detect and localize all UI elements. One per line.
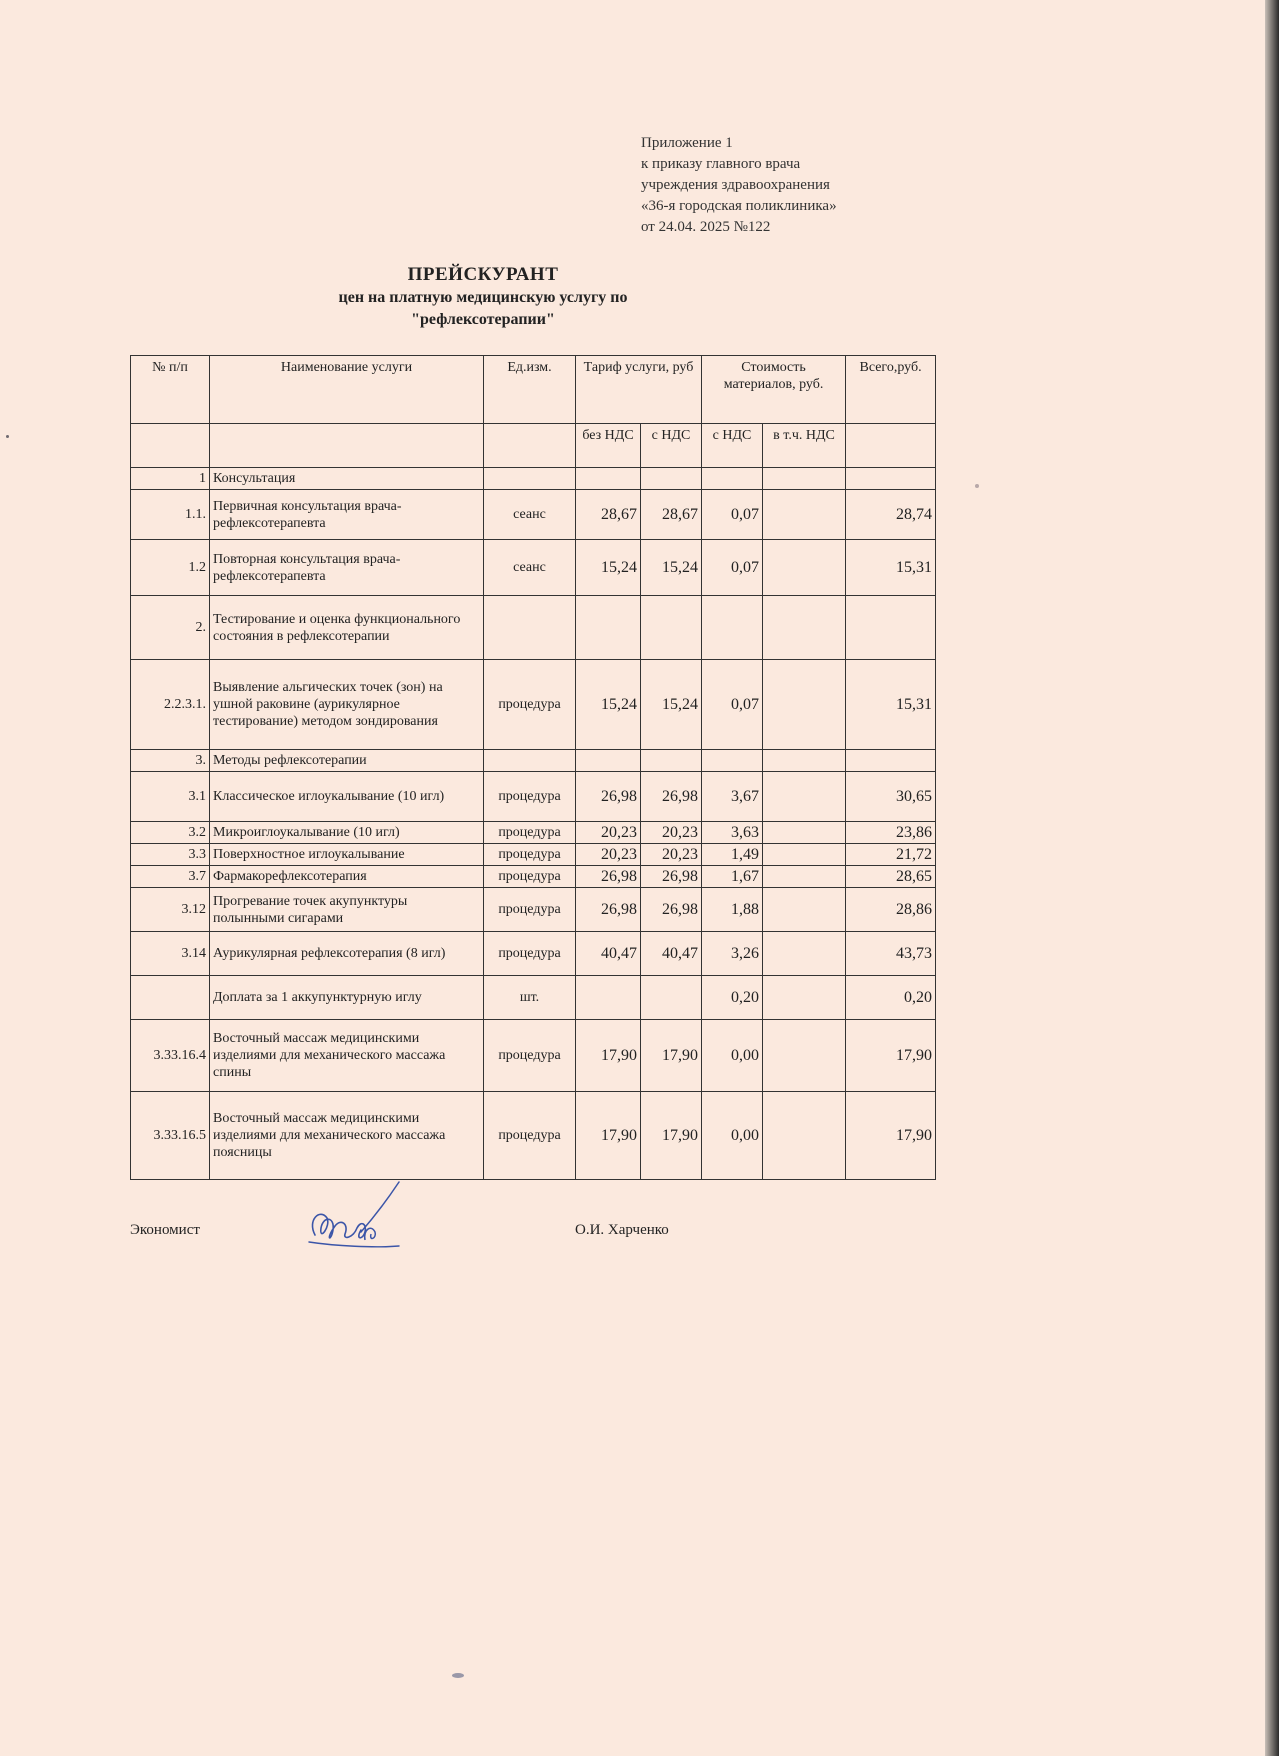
service-name: Аурикулярная рефлексотерапия (8 игл) bbox=[210, 932, 484, 976]
unit-of-measure: шт. bbox=[484, 976, 576, 1020]
subheader-row bbox=[131, 424, 936, 468]
tariff-with-vat: 17,90 bbox=[641, 1020, 702, 1092]
materials-incl-vat bbox=[763, 976, 846, 1020]
total-price: 21,72 bbox=[846, 844, 936, 866]
materials-with-vat: 0,07 bbox=[702, 490, 763, 540]
tariff-without-vat: 20,23 bbox=[576, 844, 641, 866]
materials-with-vat: 3,26 bbox=[702, 932, 763, 976]
tariff-without-vat bbox=[576, 468, 641, 490]
row-number: 3.3 bbox=[131, 844, 210, 866]
service-name: Восточный массаж медицинскими изделиями для механического массажа спины bbox=[210, 1020, 484, 1092]
total-price: 28,65 bbox=[846, 866, 936, 888]
scan-speck bbox=[452, 1673, 464, 1678]
subheader-materials-incl-vat: в т.ч. НДС bbox=[763, 424, 846, 468]
total-price: 30,65 bbox=[846, 772, 936, 822]
materials-with-vat: 0,00 bbox=[702, 1092, 763, 1180]
document-title bbox=[283, 263, 683, 331]
tariff-without-vat: 15,24 bbox=[576, 660, 641, 750]
table-row bbox=[131, 490, 936, 540]
header-total: Всего,руб. bbox=[846, 356, 936, 424]
tariff-without-vat: 17,90 bbox=[576, 1020, 641, 1092]
materials-incl-vat bbox=[763, 772, 846, 822]
scan-edge-shadow bbox=[1265, 0, 1279, 1756]
materials-with-vat: 3,67 bbox=[702, 772, 763, 822]
tariff-without-vat: 26,98 bbox=[576, 888, 641, 932]
tariff-with-vat bbox=[641, 976, 702, 1020]
tariff-without-vat bbox=[576, 596, 641, 660]
tariff-with-vat bbox=[641, 596, 702, 660]
tariff-without-vat: 20,23 bbox=[576, 822, 641, 844]
subheader-empty bbox=[484, 424, 576, 468]
total-price: 43,73 bbox=[846, 932, 936, 976]
materials-incl-vat bbox=[763, 1092, 846, 1180]
materials-incl-vat bbox=[763, 822, 846, 844]
tariff-with-vat: 15,24 bbox=[641, 660, 702, 750]
table-row bbox=[131, 772, 936, 822]
service-name: Тестирование и оценка функционального состояния в рефлексотерапии bbox=[210, 596, 484, 660]
subheader-tariff-no-vat: без НДС bbox=[576, 424, 641, 468]
table-row bbox=[131, 888, 936, 932]
materials-incl-vat bbox=[763, 750, 846, 772]
tariff-without-vat: 26,98 bbox=[576, 866, 641, 888]
row-number: 3.7 bbox=[131, 866, 210, 888]
row-number: 2.2.3.1. bbox=[131, 660, 210, 750]
materials-with-vat bbox=[702, 750, 763, 772]
service-name: Методы рефлексотерапии bbox=[210, 750, 484, 772]
materials-incl-vat bbox=[763, 490, 846, 540]
row-number: 3.33.16.5 bbox=[131, 1092, 210, 1180]
header-row bbox=[131, 356, 936, 424]
economist-label: Экономист bbox=[130, 1222, 200, 1238]
header-unit: Ед.изм. bbox=[484, 356, 576, 424]
materials-incl-vat bbox=[763, 596, 846, 660]
tariff-with-vat: 26,98 bbox=[641, 888, 702, 932]
header-tariff: Тариф услуги, руб bbox=[576, 356, 702, 424]
table-row bbox=[131, 750, 936, 772]
materials-incl-vat bbox=[763, 888, 846, 932]
unit-of-measure: процедура bbox=[484, 1020, 576, 1092]
table-row bbox=[131, 932, 936, 976]
total-price: 17,90 bbox=[846, 1092, 936, 1180]
tariff-without-vat bbox=[576, 750, 641, 772]
materials-incl-vat bbox=[763, 468, 846, 490]
tariff-with-vat: 20,23 bbox=[641, 844, 702, 866]
unit-of-measure bbox=[484, 750, 576, 772]
tariff-with-vat bbox=[641, 468, 702, 490]
appendix-line-1: Приложение 1 bbox=[641, 135, 733, 151]
total-price bbox=[846, 596, 936, 660]
price-table bbox=[130, 355, 936, 1180]
row-number: 3.14 bbox=[131, 932, 210, 976]
service-name: Прогревание точек акупунктуры полынными сигарами bbox=[210, 888, 484, 932]
materials-incl-vat bbox=[763, 932, 846, 976]
service-name: Выявление альгических точек (зон) на ушной раковине (аурикулярное тестирование) методом зондирования bbox=[210, 660, 484, 750]
materials-with-vat: 0,00 bbox=[702, 1020, 763, 1092]
materials-with-vat: 1,67 bbox=[702, 866, 763, 888]
appendix-line-3: учреждения здравоохранения bbox=[641, 177, 830, 193]
table-row bbox=[131, 468, 936, 490]
table-row bbox=[131, 660, 936, 750]
total-price: 28,74 bbox=[846, 490, 936, 540]
table-row bbox=[131, 596, 936, 660]
unit-of-measure bbox=[484, 468, 576, 490]
row-number: 2. bbox=[131, 596, 210, 660]
subheader-tariff-vat: с НДС bbox=[641, 424, 702, 468]
unit-of-measure: процедура bbox=[484, 844, 576, 866]
service-name: Восточный массаж медицинскими изделиями для механического массажа поясницы bbox=[210, 1092, 484, 1180]
tariff-with-vat: 20,23 bbox=[641, 822, 702, 844]
table-row bbox=[131, 1020, 936, 1092]
total-price: 0,20 bbox=[846, 976, 936, 1020]
unit-of-measure: процедура bbox=[484, 888, 576, 932]
unit-of-measure: сеанс bbox=[484, 540, 576, 596]
materials-incl-vat bbox=[763, 660, 846, 750]
table-row bbox=[131, 844, 936, 866]
handwritten-signature bbox=[305, 1180, 415, 1265]
unit-of-measure: процедура bbox=[484, 822, 576, 844]
tariff-with-vat: 26,98 bbox=[641, 866, 702, 888]
title-subtitle-2: "рефлексотерапии" bbox=[411, 311, 555, 328]
total-price: 15,31 bbox=[846, 540, 936, 596]
unit-of-measure: процедура bbox=[484, 660, 576, 750]
tariff-without-vat: 28,67 bbox=[576, 490, 641, 540]
header-num: № п/п bbox=[131, 356, 210, 424]
header-materials: Стоимость материалов, руб. bbox=[702, 356, 846, 424]
tariff-without-vat bbox=[576, 976, 641, 1020]
row-number: 3.2 bbox=[131, 822, 210, 844]
subheader-empty bbox=[210, 424, 484, 468]
unit-of-measure: процедура bbox=[484, 772, 576, 822]
service-name: Фармакорефлексотерапия bbox=[210, 866, 484, 888]
unit-of-measure bbox=[484, 596, 576, 660]
materials-incl-vat bbox=[763, 1020, 846, 1092]
row-number: 3.33.16.4 bbox=[131, 1020, 210, 1092]
total-price: 15,31 bbox=[846, 660, 936, 750]
tariff-without-vat: 17,90 bbox=[576, 1092, 641, 1180]
scan-speck bbox=[975, 484, 979, 488]
economist-name: О.И. Харченко bbox=[575, 1222, 669, 1238]
tariff-with-vat: 17,90 bbox=[641, 1092, 702, 1180]
title-main: ПРЕЙСКУРАНТ bbox=[407, 264, 559, 285]
service-name: Повторная консультация врача-рефлексотерапевта bbox=[210, 540, 484, 596]
total-price: 28,86 bbox=[846, 888, 936, 932]
tariff-with-vat: 40,47 bbox=[641, 932, 702, 976]
materials-with-vat: 0,20 bbox=[702, 976, 763, 1020]
subheader-materials-vat: с НДС bbox=[702, 424, 763, 468]
row-number: 1.2 bbox=[131, 540, 210, 596]
unit-of-measure: сеанс bbox=[484, 490, 576, 540]
table-row bbox=[131, 540, 936, 596]
row-number: 3.1 bbox=[131, 772, 210, 822]
appendix-header bbox=[641, 133, 837, 238]
tariff-with-vat: 28,67 bbox=[641, 490, 702, 540]
service-name: Микроиглоукалывание (10 игл) bbox=[210, 822, 484, 844]
materials-with-vat: 0,07 bbox=[702, 540, 763, 596]
appendix-line-4: «36-я городская поликлиника» bbox=[641, 198, 837, 214]
appendix-line-2: к приказу главного врача bbox=[641, 156, 801, 172]
appendix-line-5: от 24.04. 2025 №122 bbox=[641, 219, 771, 235]
tariff-without-vat: 26,98 bbox=[576, 772, 641, 822]
total-price: 17,90 bbox=[846, 1020, 936, 1092]
service-name: Первичная консультация врача-рефлексотерапевта bbox=[210, 490, 484, 540]
total-price bbox=[846, 468, 936, 490]
service-name: Доплата за 1 аккупунктурную иглу bbox=[210, 976, 484, 1020]
subheader-empty bbox=[131, 424, 210, 468]
unit-of-measure: процедура bbox=[484, 1092, 576, 1180]
row-number: 3.12 bbox=[131, 888, 210, 932]
tariff-with-vat bbox=[641, 750, 702, 772]
service-name: Поверхностное иглоукалывание bbox=[210, 844, 484, 866]
unit-of-measure: процедура bbox=[484, 866, 576, 888]
row-number: 3. bbox=[131, 750, 210, 772]
materials-with-vat: 3,63 bbox=[702, 822, 763, 844]
row-number: 1 bbox=[131, 468, 210, 490]
service-name: Консультация bbox=[210, 468, 484, 490]
table-row bbox=[131, 976, 936, 1020]
row-number: 1.1. bbox=[131, 490, 210, 540]
tariff-without-vat: 40,47 bbox=[576, 932, 641, 976]
materials-incl-vat bbox=[763, 540, 846, 596]
subheader-empty bbox=[846, 424, 936, 468]
unit-of-measure: процедура bbox=[484, 932, 576, 976]
materials-incl-vat bbox=[763, 844, 846, 866]
row-number bbox=[131, 976, 210, 1020]
materials-with-vat: 1,49 bbox=[702, 844, 763, 866]
total-price: 23,86 bbox=[846, 822, 936, 844]
tariff-without-vat: 15,24 bbox=[576, 540, 641, 596]
table-row bbox=[131, 1092, 936, 1180]
service-name: Классическое иглоукалывание (10 игл) bbox=[210, 772, 484, 822]
materials-with-vat bbox=[702, 468, 763, 490]
materials-with-vat bbox=[702, 596, 763, 660]
materials-with-vat: 1,88 bbox=[702, 888, 763, 932]
total-price bbox=[846, 750, 936, 772]
tariff-with-vat: 26,98 bbox=[641, 772, 702, 822]
table-row bbox=[131, 866, 936, 888]
table-row bbox=[131, 822, 936, 844]
materials-incl-vat bbox=[763, 866, 846, 888]
tariff-with-vat: 15,24 bbox=[641, 540, 702, 596]
header-name: Наименование услуги bbox=[210, 356, 484, 424]
scan-speck bbox=[6, 435, 9, 438]
title-subtitle-1: цен на платную медицинскую услугу по bbox=[338, 289, 628, 306]
materials-with-vat: 0,07 bbox=[702, 660, 763, 750]
